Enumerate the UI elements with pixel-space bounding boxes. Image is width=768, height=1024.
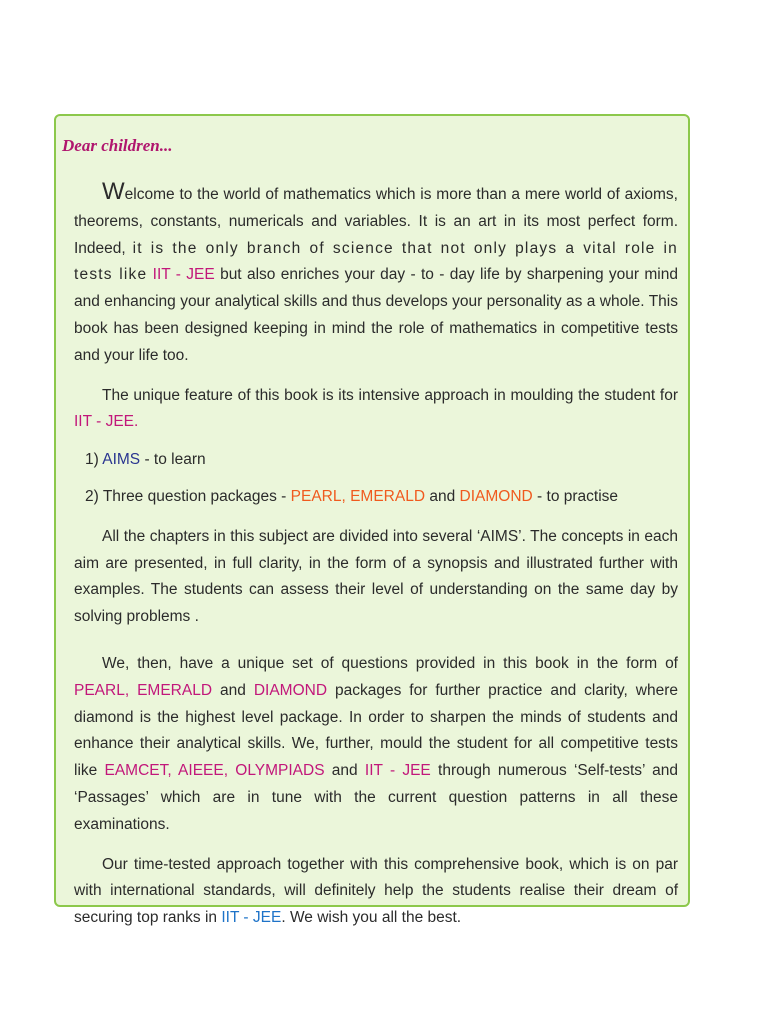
highlight-pearl-emerald: PEARL, EMERALD	[290, 487, 426, 505]
greeting-heading: Dear children...	[62, 136, 173, 155]
text: it is the only branch of science that not only plays a vital role in tests like	[74, 239, 678, 284]
text: - to practise	[532, 487, 619, 505]
highlight-iit-jee: IIT - JEE	[152, 266, 215, 284]
highlight-iit-jee: IIT - JEE.	[74, 413, 139, 431]
paragraph-welcome	[74, 178, 678, 370]
text: and	[324, 762, 365, 780]
text: but also enriches your day - to - day life by sharpening your mind and enhancing your analytical skills and thus develops your personality as a whole. This book has been designed keeping in mind the role of mathematics in competitive tests and your life too.	[74, 266, 678, 364]
paragraph-chapters	[74, 524, 678, 631]
text: - to learn	[140, 451, 206, 469]
list-number: 2)	[85, 487, 103, 505]
text: and	[212, 681, 254, 699]
text: All the chapters in this subject are divided into several ‘AIMS’. The concepts in each aim are presented, in full clarity, in the form of a synopsis and illustrated further with examples. The students can assess their level of understanding on the same day by solving problems .	[74, 527, 678, 626]
text: The unique feature of this book is its intensive approach in moulding the student for	[102, 386, 678, 404]
list-item-aims	[85, 447, 678, 474]
highlight-aims: AIMS	[102, 451, 141, 469]
paragraph-closing	[74, 852, 678, 932]
text: and	[425, 487, 460, 505]
paragraph-question-sets	[74, 651, 678, 839]
highlight-iit-jee: IIT - JEE	[364, 762, 431, 780]
paragraph-unique-feature	[74, 383, 678, 437]
text: We, then, have a unique set of questions provided in this book in the form of	[102, 654, 678, 672]
highlight-exams: EAMCET, AIEEE, OLYMPIADS	[104, 762, 325, 780]
text: . We wish you all the best.	[281, 909, 462, 927]
text: Our time-tested approach together with this comprehensive book, which is on par with international standards, will definitely help the students realise their dream of securing top ranks in	[74, 855, 678, 927]
intro-body	[74, 178, 678, 932]
highlight-diamond: DIAMOND	[253, 681, 328, 699]
list-item-packages	[85, 484, 678, 511]
text: Three question packages -	[102, 487, 291, 505]
intro-card	[54, 114, 690, 927]
highlight-diamond: DIAMOND	[459, 487, 533, 505]
text: through numerous ‘Self-tests’ and ‘Passages’ which are in tune with the current question patterns in all these examinations.	[74, 762, 678, 833]
text: packages for further practice and clarity, where diamond is the highest level package. In order to sharpen the minds of students and enhance their analytical skills. We, further, mould the student for all competitive tests like	[74, 681, 678, 780]
text: elcome to the world of mathematics which is more than a mere world of axioms, theorems, constants, numericals and variables. It is an art in its most perfect form. Indeed,	[74, 186, 678, 257]
highlight-pearl-emerald: PEARL, EMERALD	[74, 681, 213, 699]
highlight-iit-jee: IIT - JEE	[221, 909, 282, 927]
list-number: 1)	[85, 451, 103, 469]
drop-cap: W	[102, 178, 125, 205]
